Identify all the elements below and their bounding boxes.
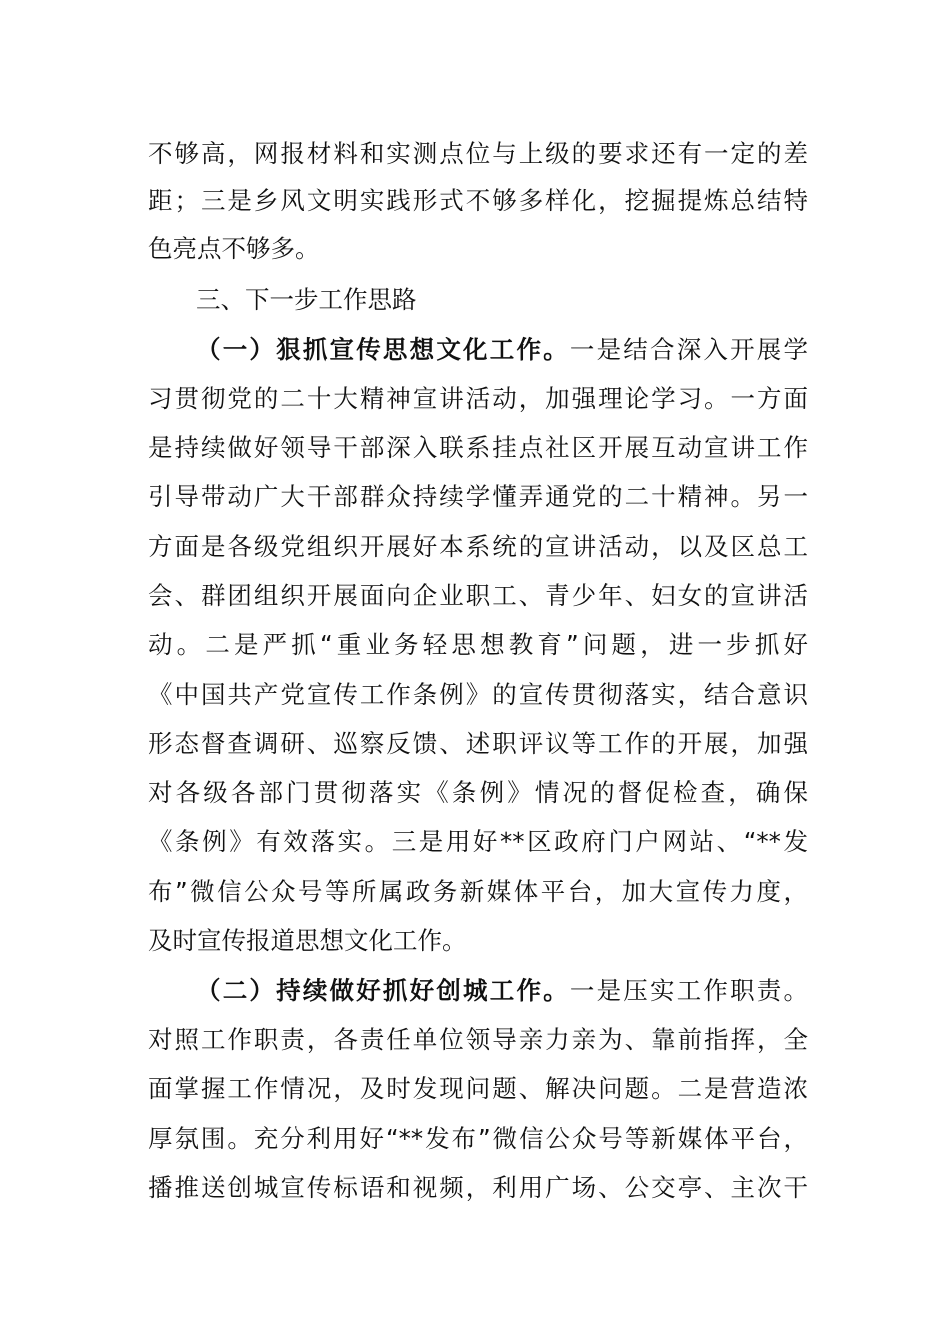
paragraph-first-line xyxy=(196,971,808,1011)
paragraph-line: 不够高，网报材料和实测点位与上级的要求还有一定的差 xyxy=(148,139,808,168)
paragraph-line: 厚氛围。充分利用好“**发布”微信公众号等新媒体平台， xyxy=(148,1124,808,1153)
paragraph-line: 形态督查调研、巡察反馈、述职评议等工作的开展，加强 xyxy=(148,729,808,758)
paragraph-line: 引导带动广大干部群众持续学懂弄通党的二十精神。另一 xyxy=(148,482,808,511)
paragraph-first-line xyxy=(196,330,808,370)
paragraph-line: 动。二是严抓“重业务轻思想教育”问题，进一步抓好 xyxy=(148,630,808,659)
paragraph-line: 习贯彻党的二十大精神宣讲活动，加强理论学习。一方面 xyxy=(148,384,808,413)
paragraph-line: 对各级各部门贯彻落实《条例》情况的督促检查，确保 xyxy=(148,778,808,807)
paragraph-text: 一是结合深入开展学 xyxy=(569,335,809,364)
paragraph-text: 一是压实工作职责。 xyxy=(569,976,809,1005)
paragraph-line: 会、群团组织开展面向企业职工、青少年、妇女的宣讲活 xyxy=(148,581,808,610)
paragraph-line: 《条例》有效落实。三是用好**区政府门户网站、“**发 xyxy=(148,827,808,856)
paragraph-line: 对照工作职责，各责任单位领导亲力亲为、靠前指挥，全 xyxy=(148,1025,808,1054)
paragraph-line: 面掌握工作情况，及时发现问题、解决问题。二是营造浓 xyxy=(148,1074,808,1103)
paragraph-line: 及时宣传报道思想文化工作。 xyxy=(148,926,467,955)
paragraph-line: 《中国共产党宣传工作条例》的宣传贯彻落实，结合意识 xyxy=(148,680,808,709)
section-heading: 三、下一步工作思路 xyxy=(196,285,417,314)
paragraph-line: 方面是各级党组织开展好本系统的宣讲活动，以及区总工 xyxy=(148,532,808,561)
paragraph-line: 播推送创城宣传标语和视频，利用广场、公交亭、主次干 xyxy=(148,1173,808,1202)
subheading-bold: （二）持续做好抓好创城工作。 xyxy=(196,976,570,1005)
paragraph-line: 布”微信公众号等所属政务新媒体平台，加大宣传力度， xyxy=(148,877,808,906)
paragraph-line: 是持续做好领导干部深入联系挂点社区开展互动宣讲工作 xyxy=(148,433,808,462)
paragraph-line: 距；三是乡风文明实践形式不够多样化，挖掘提炼总结特 xyxy=(148,186,808,215)
paragraph-line: 色亮点不够多。 xyxy=(148,234,320,263)
subheading-bold: （一）狠抓宣传思想文化工作。 xyxy=(196,335,570,364)
